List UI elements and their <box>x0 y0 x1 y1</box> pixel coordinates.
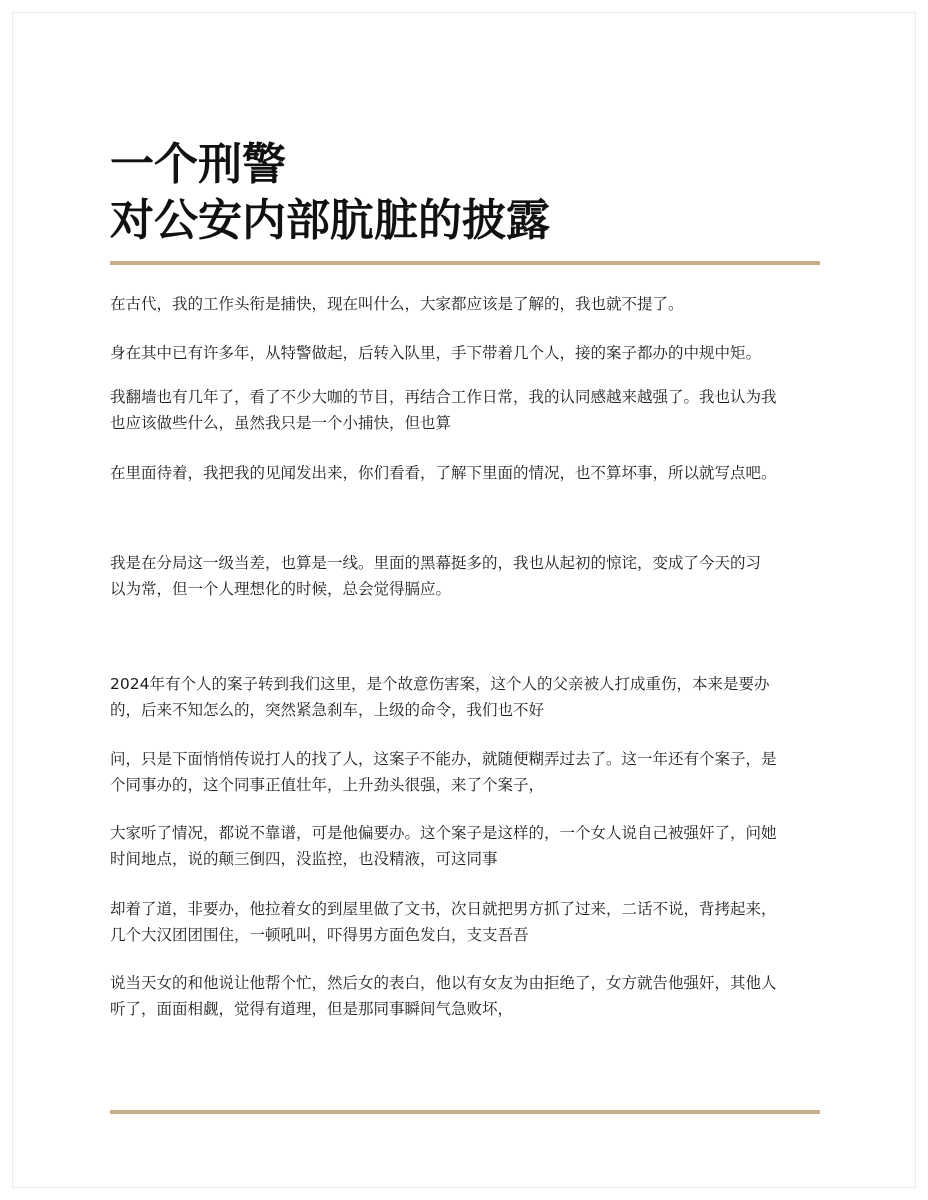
paragraph-line: 却着了道，非要办，他拉着女的到屋里做了文书，次日就把男方抓了过来，二话不说，背拷起来， <box>110 900 777 918</box>
paragraph-8 <box>110 820 822 872</box>
paragraph-4 <box>110 460 822 486</box>
title-line-1: 一个刑警 <box>110 139 286 190</box>
paragraph-10 <box>110 970 822 1022</box>
paragraph-1 <box>110 291 822 317</box>
paragraph-line: 的，后来不知怎么的，突然紧急刹车，上级的命令，我们也不好 <box>110 701 545 719</box>
title-divider <box>110 261 820 265</box>
paragraph-line: 问，只是下面悄悄传说打人的找了人，这案子不能办，就随便糊弄过去了。这一年还有个案子，是 <box>110 750 777 768</box>
paragraph-line: 身在其中已有许多年，从特警做起，后转入队里，手下带着几个人，接的案子都办的中规中矩。 <box>110 344 762 362</box>
paragraph-2 <box>110 340 822 366</box>
footer-divider <box>110 1110 820 1114</box>
paragraph-line: 以为常，但一个人理想化的时候，总会觉得膈应。 <box>110 580 452 598</box>
paragraph-line: 时间地点，说的颠三倒四，没监控，也没精液，可这同事 <box>110 850 498 868</box>
document-title <box>110 137 820 249</box>
paragraph-line: 我是在分局这一级当差，也算是一线。里面的黑幕挺多的，我也从起初的惊诧，变成了今天的习 <box>110 554 762 572</box>
paragraph-line: 个同事办的，这个同事正值壮年，上升劲头很强，来了个案子， <box>110 776 545 794</box>
paragraph-3 <box>110 384 822 436</box>
paragraph-7 <box>110 746 822 798</box>
paragraph-line: 在里面待着，我把我的见闻发出来，你们看看，了解下里面的情况，也不算坏事，所以就写点吧。 <box>110 464 777 482</box>
paragraph-line: 大家听了情况，都说不靠谱，可是他偏要办。这个案子是这样的，一个女人说自己被强奸了，问她 <box>110 824 777 842</box>
paragraph-6 <box>110 671 822 723</box>
paragraph-line: 2024年有个人的案子转到我们这里，是个故意伤害案，这个人的父亲被人打成重伤，本来是要办 <box>110 675 770 693</box>
paragraph-line: 说当天女的和他说让他帮个忙，然后女的表白，他以有女友为由拒绝了，女方就告他强奸，其他人 <box>110 974 777 992</box>
paragraph-5 <box>110 550 822 602</box>
paragraph-line: 在古代，我的工作头衔是捕快，现在叫什么，大家都应该是了解的，我也就不提了。 <box>110 295 684 313</box>
title-line-2: 对公安内部肮脏的披露 <box>110 195 550 246</box>
paragraph-line: 几个大汉团团围住，一顿吼叫，吓得男方面色发白，支支吾吾 <box>110 926 529 944</box>
paragraph-line: 我翻墙也有几年了，看了不少大咖的节目，再结合工作日常，我的认同感越来越强了。我也认为我 <box>110 388 777 406</box>
paragraph-line: 也应该做些什么，虽然我只是一个小捕快，但也算 <box>110 414 452 432</box>
paragraph-line: 听了，面面相觑，觉得有道理，但是那同事瞬间气急败坏， <box>110 1000 514 1018</box>
paragraph-9 <box>110 896 822 948</box>
